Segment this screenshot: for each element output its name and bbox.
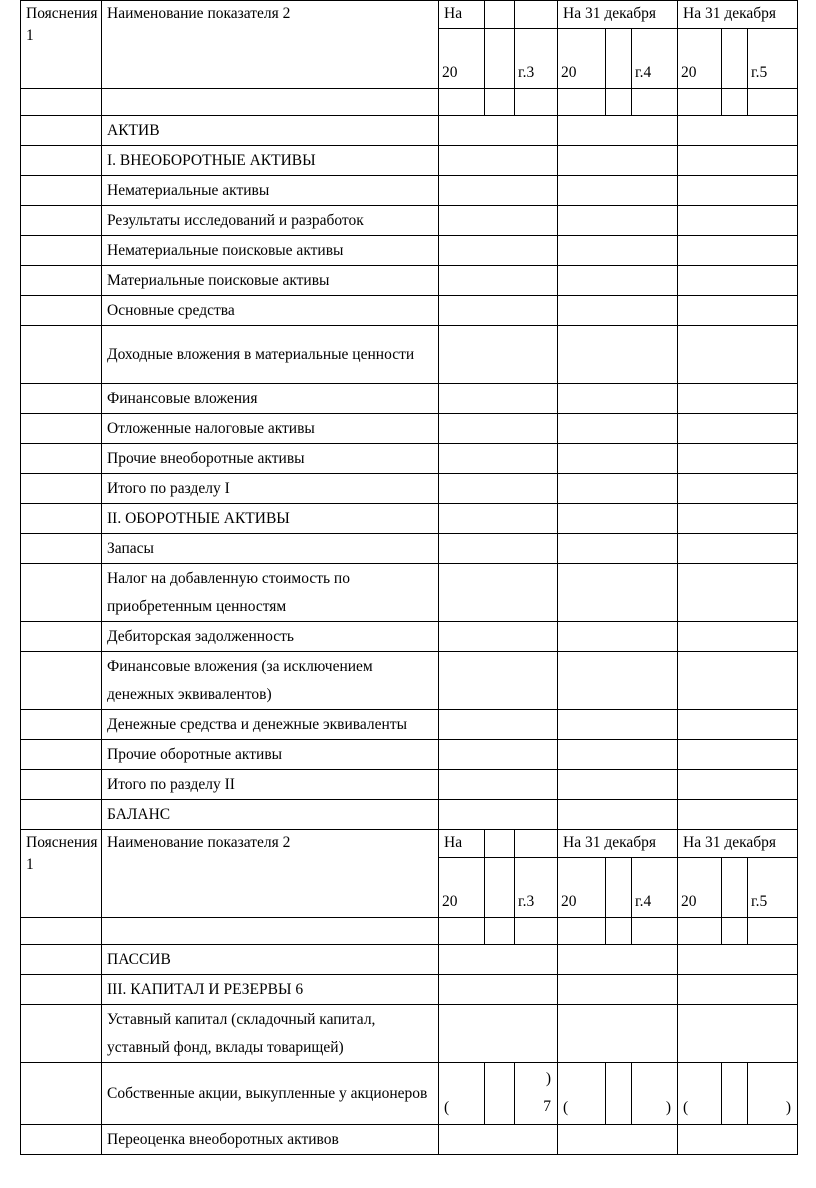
year-blank-cell: [485, 858, 515, 918]
table-row-total-section-2: [21, 770, 798, 800]
value-col3: [439, 504, 558, 534]
year-note-cell: [515, 1, 558, 29]
year-note-4: г.4: [632, 29, 678, 89]
row-label: Налог на добавленную стоимость по приобретенным ценностям: [102, 564, 439, 622]
year-note-5: г.5: [748, 29, 798, 89]
header-explanations-cell: [21, 830, 102, 918]
header-indicator-cell: Наименование показателя 2: [102, 1, 439, 89]
row-label: Итого по разделу II: [102, 770, 439, 800]
row-label: Результаты исследований и разработок: [102, 206, 439, 236]
value-col3: [439, 564, 558, 622]
value-col3: [439, 326, 558, 384]
close-paren: ): [545, 1070, 551, 1087]
row-label: Финансовые вложения (за исключением денежных эквивалентов): [102, 652, 439, 710]
explanations-cell: [21, 384, 102, 414]
value-col5: [678, 296, 798, 326]
table-row-total-section-1: [21, 474, 798, 504]
value-col3: [439, 474, 558, 504]
value-col4: [558, 206, 678, 236]
row-label: Отложенные налоговые активы: [102, 414, 439, 444]
value-col3: [439, 710, 558, 740]
explanations-cell: [21, 266, 102, 296]
row-label: III. КАПИТАЛ И РЕЗЕРВЫ 6: [102, 975, 439, 1005]
table-row: [21, 444, 798, 474]
value-col4: [558, 1125, 678, 1155]
value-col5: [678, 622, 798, 652]
value-col3: [439, 266, 558, 296]
table-row-section-2: [21, 504, 798, 534]
open-paren: (: [558, 1063, 606, 1125]
value-col4: [558, 384, 678, 414]
value-col4: [558, 116, 678, 146]
table-row: [21, 296, 798, 326]
table-row-aktiv: [21, 116, 798, 146]
header-explanations-label: Пояснения: [26, 834, 98, 851]
row-label: Финансовые вложения: [102, 384, 439, 414]
row-label: Запасы: [102, 534, 439, 564]
explanations-cell: [21, 176, 102, 206]
header-on-label: На: [439, 1, 485, 29]
row-label: Прочие внеоборотные активы: [102, 444, 439, 474]
row-label: БАЛАНС: [102, 800, 439, 830]
value-col3: [439, 622, 558, 652]
table-row: [21, 176, 798, 206]
value-col3: [439, 770, 558, 800]
explanations-cell: [21, 975, 102, 1005]
value-col4: [558, 414, 678, 444]
value-col5: [678, 504, 798, 534]
value-col4: [558, 266, 678, 296]
open-paren: (: [678, 1063, 722, 1125]
value-col5: [678, 116, 798, 146]
value-col5: [678, 444, 798, 474]
table-row-balance: [21, 800, 798, 830]
value-col5: [678, 740, 798, 770]
explanations-cell: [21, 564, 102, 622]
value-col5: [678, 534, 798, 564]
value-col3: [439, 975, 558, 1005]
value-col3: [439, 534, 558, 564]
value-blank-cell: [722, 1063, 748, 1125]
table-row: [21, 384, 798, 414]
value-col4: [558, 534, 678, 564]
table-row: [21, 414, 798, 444]
period-header-row-1: [21, 1, 798, 29]
value-col4: [558, 564, 678, 622]
row-label: Доходные вложения в материальные ценности: [102, 326, 439, 384]
value-col5: [678, 652, 798, 710]
value-col5: [678, 770, 798, 800]
year-note-4: г.4: [632, 858, 678, 918]
row-label: Собственные акции, выкупленные у акционеров: [102, 1063, 439, 1125]
row-label: Основные средства: [102, 296, 439, 326]
header-explanations-footnote: 1: [26, 856, 34, 873]
value-col4: [558, 975, 678, 1005]
row-label: Нематериальные поисковые активы: [102, 236, 439, 266]
value-col5: [678, 414, 798, 444]
table-row-treasury-shares: [21, 1063, 798, 1125]
table-row: [21, 1125, 798, 1155]
explanations-cell: [21, 622, 102, 652]
value-col5: [678, 326, 798, 384]
value-col3: [439, 296, 558, 326]
explanations-cell: [21, 326, 102, 384]
value-col4: [558, 652, 678, 710]
header-on-label: На: [439, 830, 485, 858]
year-note-5: г.5: [748, 858, 798, 918]
explanations-cell: [21, 504, 102, 534]
value-col3: [439, 444, 558, 474]
value-col4: [558, 710, 678, 740]
value-col5: [678, 146, 798, 176]
year-blank-cell: [485, 1, 515, 29]
value-col4: [558, 1005, 678, 1063]
year-prefix: 20: [558, 29, 606, 89]
value-col3: [439, 800, 558, 830]
value-col4: [558, 326, 678, 384]
year-blank-cell: [606, 29, 632, 89]
explanations-cell: [21, 414, 102, 444]
header-on-dec31-col4: На 31 декабря: [558, 830, 678, 858]
value-col5: [678, 945, 798, 975]
table-row: [21, 266, 798, 296]
value-col3: [439, 236, 558, 266]
value-col5: [678, 266, 798, 296]
year-prefix: 20: [678, 858, 722, 918]
value-col5: [678, 975, 798, 1005]
header-on-dec31-col4: На 31 декабря: [558, 1, 678, 29]
close-paren-with-footnote: [515, 1063, 558, 1125]
value-col4: [558, 622, 678, 652]
year-blank-cell: [722, 29, 748, 89]
value-col4: [558, 146, 678, 176]
row-label: АКТИВ: [102, 116, 439, 146]
table-row: [21, 652, 798, 710]
value-col4: [558, 236, 678, 266]
table-row: [21, 564, 798, 622]
value-col3: [439, 945, 558, 975]
value-col4: [558, 444, 678, 474]
explanations-cell: [21, 800, 102, 830]
row-label: Нематериальные активы: [102, 176, 439, 206]
explanations-cell: [21, 296, 102, 326]
spacer-row: [21, 918, 798, 945]
explanations-cell: [21, 740, 102, 770]
value-col5: [678, 236, 798, 266]
row-label: Денежные средства и денежные эквиваленты: [102, 710, 439, 740]
value-col3: [439, 1125, 558, 1155]
header-explanations-footnote: 1: [26, 27, 34, 44]
footnote-7: 7: [543, 1098, 551, 1115]
header-on-dec31-col5: На 31 декабря: [678, 1, 798, 29]
value-col3: [439, 176, 558, 206]
value-blank-cell: [485, 1063, 515, 1125]
value-col5: [678, 384, 798, 414]
row-label: Дебиторская задолженность: [102, 622, 439, 652]
value-col5: [678, 176, 798, 206]
year-blank-cell: [485, 29, 515, 89]
value-col5: [678, 564, 798, 622]
spacer-row: [21, 89, 798, 116]
value-col4: [558, 504, 678, 534]
table-row: [21, 710, 798, 740]
explanations-cell: [21, 146, 102, 176]
year-note-3: г.3: [515, 858, 558, 918]
explanations-cell: [21, 534, 102, 564]
value-col5: [678, 800, 798, 830]
value-col4: [558, 296, 678, 326]
table-row: [21, 534, 798, 564]
explanations-cell: [21, 1005, 102, 1063]
explanations-cell: [21, 474, 102, 504]
value-col4: [558, 945, 678, 975]
period-header-row-1: [21, 830, 798, 858]
year-blank-cell: [485, 830, 515, 858]
year-prefix: 20: [678, 29, 722, 89]
table-row: [21, 622, 798, 652]
year-blank-cell: [606, 858, 632, 918]
year-prefix: 20: [439, 29, 485, 89]
explanations-cell: [21, 770, 102, 800]
header-on-dec31-col5: На 31 декабря: [678, 830, 798, 858]
row-label: II. ОБОРОТНЫЕ АКТИВЫ: [102, 504, 439, 534]
value-col3: [439, 1005, 558, 1063]
close-paren: ): [748, 1063, 798, 1125]
row-label: Переоценка внеоборотных активов: [102, 1125, 439, 1155]
value-blank-cell: [606, 1063, 632, 1125]
year-note-cell: [515, 830, 558, 858]
row-label: Итого по разделу I: [102, 474, 439, 504]
value-col4: [558, 800, 678, 830]
balance-sheet-table: [20, 0, 798, 1155]
header-explanations-cell: [21, 1, 102, 89]
explanations-cell: [21, 710, 102, 740]
value-col4: [558, 176, 678, 206]
row-label: Прочие оборотные активы: [102, 740, 439, 770]
explanations-cell: [21, 1063, 102, 1125]
table-row: [21, 740, 798, 770]
value-col5: [678, 1005, 798, 1063]
value-col4: [558, 474, 678, 504]
row-label: I. ВНЕОБОРОТНЫЕ АКТИВЫ: [102, 146, 439, 176]
explanations-cell: [21, 116, 102, 146]
value-col3: [439, 116, 558, 146]
explanations-cell: [21, 444, 102, 474]
table-row-section-3: [21, 975, 798, 1005]
row-label: ПАССИВ: [102, 945, 439, 975]
year-prefix: 20: [558, 858, 606, 918]
value-col3: [439, 740, 558, 770]
row-label: Материальные поисковые активы: [102, 266, 439, 296]
value-col3: [439, 652, 558, 710]
value-col3: [439, 414, 558, 444]
value-col5: [678, 206, 798, 236]
explanations-cell: [21, 652, 102, 710]
value-col3: [439, 384, 558, 414]
value-col5: [678, 1125, 798, 1155]
table-row: [21, 236, 798, 266]
explanations-cell: [21, 1125, 102, 1155]
explanations-cell: [21, 236, 102, 266]
value-col4: [558, 740, 678, 770]
table-row: [21, 206, 798, 236]
header-explanations-label: Пояснения: [26, 5, 98, 22]
value-col3: [439, 206, 558, 236]
table-row: [21, 1005, 798, 1063]
year-blank-cell: [722, 858, 748, 918]
explanations-cell: [21, 206, 102, 236]
close-paren: ): [632, 1063, 678, 1125]
value-col5: [678, 710, 798, 740]
value-col3: [439, 146, 558, 176]
table-row-section-1: [21, 146, 798, 176]
explanations-cell: [21, 945, 102, 975]
year-note-3: г.3: [515, 29, 558, 89]
value-col4: [558, 770, 678, 800]
value-col5: [678, 474, 798, 504]
year-prefix: 20: [439, 858, 485, 918]
table-row: [21, 326, 798, 384]
open-paren: (: [439, 1063, 485, 1125]
table-row-passiv: [21, 945, 798, 975]
row-label: Уставный капитал (складочный капитал, уставный фонд, вклады товарищей): [102, 1005, 439, 1063]
header-indicator-cell: Наименование показателя 2: [102, 830, 439, 918]
